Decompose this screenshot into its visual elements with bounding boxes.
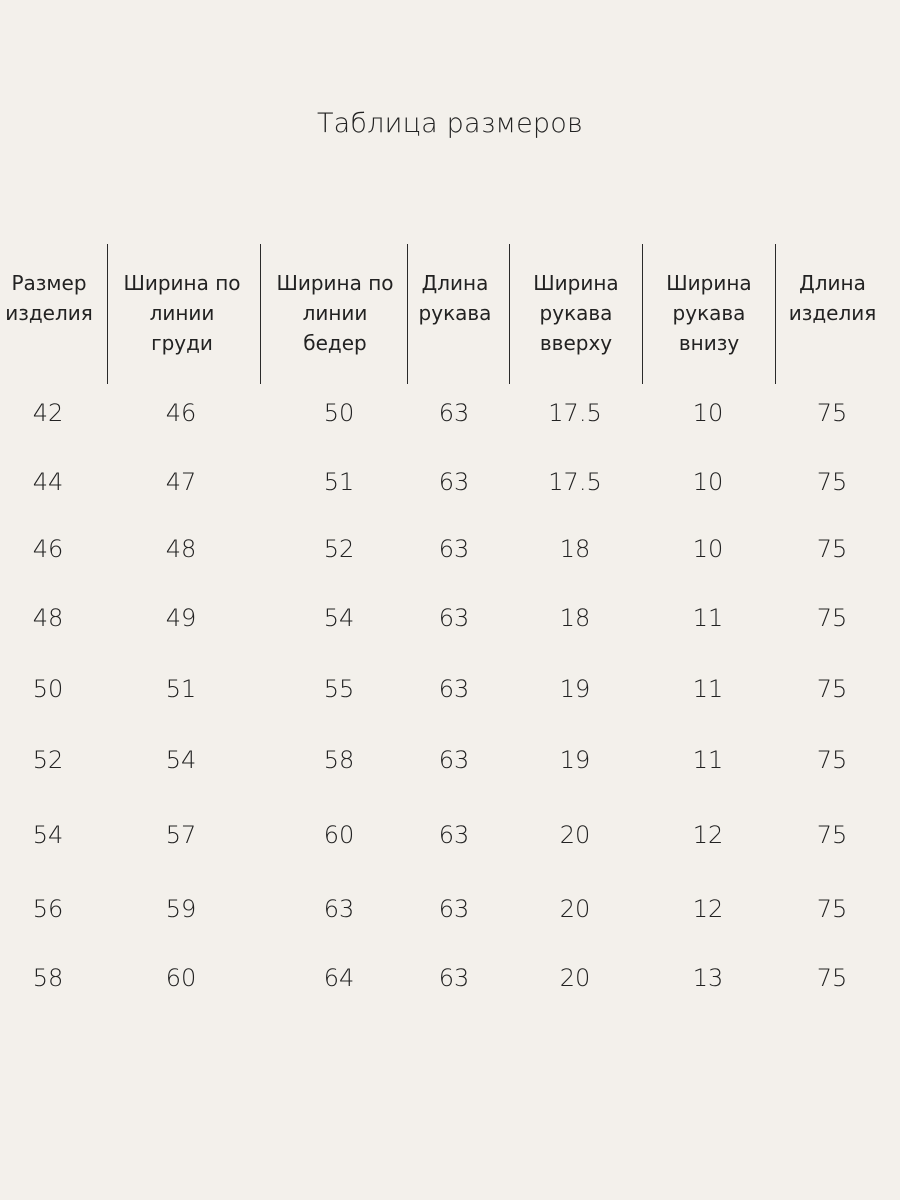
cell-sleeve-width-bottom: 12 — [692, 895, 724, 923]
cell-size: 48 — [32, 604, 64, 632]
cell-sleeve-length: 63 — [438, 746, 470, 774]
cell-size: 42 — [32, 399, 64, 427]
page-title: Таблица размеров — [316, 108, 584, 139]
cell-hip-width: 55 — [323, 675, 355, 703]
column-divider — [775, 244, 776, 384]
cell-garment-length: 75 — [816, 675, 848, 703]
cell-hip-width: 64 — [323, 964, 355, 992]
cell-chest-width: 59 — [165, 895, 197, 923]
table-row — [0, 529, 900, 569]
cell-sleeve-length: 63 — [438, 675, 470, 703]
table-row — [0, 740, 900, 780]
header-size: Размер изделия — [5, 271, 93, 325]
cell-hip-width: 52 — [323, 535, 355, 563]
cell-sleeve-width-bottom: 11 — [692, 604, 724, 632]
table-header — [0, 244, 900, 384]
cell-sleeve-length: 63 — [438, 399, 470, 427]
cell-chest-width: 49 — [165, 604, 197, 632]
cell-sleeve-width-bottom: 12 — [692, 821, 724, 849]
column-divider — [642, 244, 643, 384]
cell-sleeve-width-top: 19 — [559, 675, 591, 703]
cell-sleeve-length: 63 — [438, 468, 470, 496]
column-divider — [509, 244, 510, 384]
cell-sleeve-width-top: 20 — [559, 821, 591, 849]
cell-sleeve-width-top: 17.5 — [548, 468, 602, 496]
table-row — [0, 958, 900, 998]
cell-sleeve-width-top: 18 — [559, 535, 591, 563]
table-row — [0, 598, 900, 638]
cell-hip-width: 54 — [323, 604, 355, 632]
cell-chest-width: 57 — [165, 821, 197, 849]
cell-chest-width: 46 — [165, 399, 197, 427]
cell-chest-width: 48 — [165, 535, 197, 563]
cell-sleeve-width-bottom: 13 — [692, 964, 724, 992]
header-sleeve-width-top: Ширина рукава вверху — [533, 271, 619, 355]
cell-hip-width: 63 — [323, 895, 355, 923]
cell-sleeve-width-bottom: 10 — [692, 399, 724, 427]
cell-hip-width: 58 — [323, 746, 355, 774]
cell-garment-length: 75 — [816, 535, 848, 563]
cell-chest-width: 47 — [165, 468, 197, 496]
column-divider — [260, 244, 261, 384]
cell-garment-length: 75 — [816, 964, 848, 992]
cell-chest-width: 54 — [165, 746, 197, 774]
cell-size: 52 — [32, 746, 64, 774]
cell-sleeve-length: 63 — [438, 964, 470, 992]
table-row — [0, 462, 900, 502]
table-row — [0, 393, 900, 433]
cell-chest-width: 60 — [165, 964, 197, 992]
cell-sleeve-width-bottom: 10 — [692, 468, 724, 496]
header-sleeve-length: Длина рукава — [418, 271, 492, 325]
cell-garment-length: 75 — [816, 895, 848, 923]
cell-garment-length: 75 — [816, 399, 848, 427]
cell-chest-width: 51 — [165, 675, 197, 703]
cell-sleeve-width-top: 20 — [559, 964, 591, 992]
cell-size: 50 — [32, 675, 64, 703]
cell-garment-length: 75 — [816, 604, 848, 632]
cell-sleeve-length: 63 — [438, 821, 470, 849]
cell-hip-width: 51 — [323, 468, 355, 496]
table-row — [0, 889, 900, 929]
cell-size: 58 — [32, 964, 64, 992]
cell-garment-length: 75 — [816, 821, 848, 849]
cell-sleeve-width-bottom: 11 — [692, 746, 724, 774]
cell-sleeve-width-top: 20 — [559, 895, 591, 923]
table-row — [0, 669, 900, 709]
cell-sleeve-length: 63 — [438, 895, 470, 923]
cell-sleeve-length: 63 — [438, 604, 470, 632]
cell-sleeve-width-bottom: 10 — [692, 535, 724, 563]
header-garment-length: Длина изделия — [788, 271, 877, 325]
cell-size: 44 — [32, 468, 64, 496]
column-divider — [407, 244, 408, 384]
header-sleeve-width-bottom: Ширина рукава внизу — [666, 271, 752, 355]
cell-sleeve-width-bottom: 11 — [692, 675, 724, 703]
header-chest-width: Ширина по линии груди — [123, 271, 241, 355]
table-row — [0, 815, 900, 855]
cell-hip-width: 50 — [323, 399, 355, 427]
cell-sleeve-width-top: 18 — [559, 604, 591, 632]
header-hip-width: Ширина по линии бедер — [276, 271, 394, 355]
cell-sleeve-length: 63 — [438, 535, 470, 563]
cell-garment-length: 75 — [816, 468, 848, 496]
cell-sleeve-width-top: 17.5 — [548, 399, 602, 427]
cell-size: 56 — [32, 895, 64, 923]
cell-sleeve-width-top: 19 — [559, 746, 591, 774]
cell-garment-length: 75 — [816, 746, 848, 774]
cell-hip-width: 60 — [323, 821, 355, 849]
cell-size: 54 — [32, 821, 64, 849]
column-divider — [107, 244, 108, 384]
cell-size: 46 — [32, 535, 64, 563]
